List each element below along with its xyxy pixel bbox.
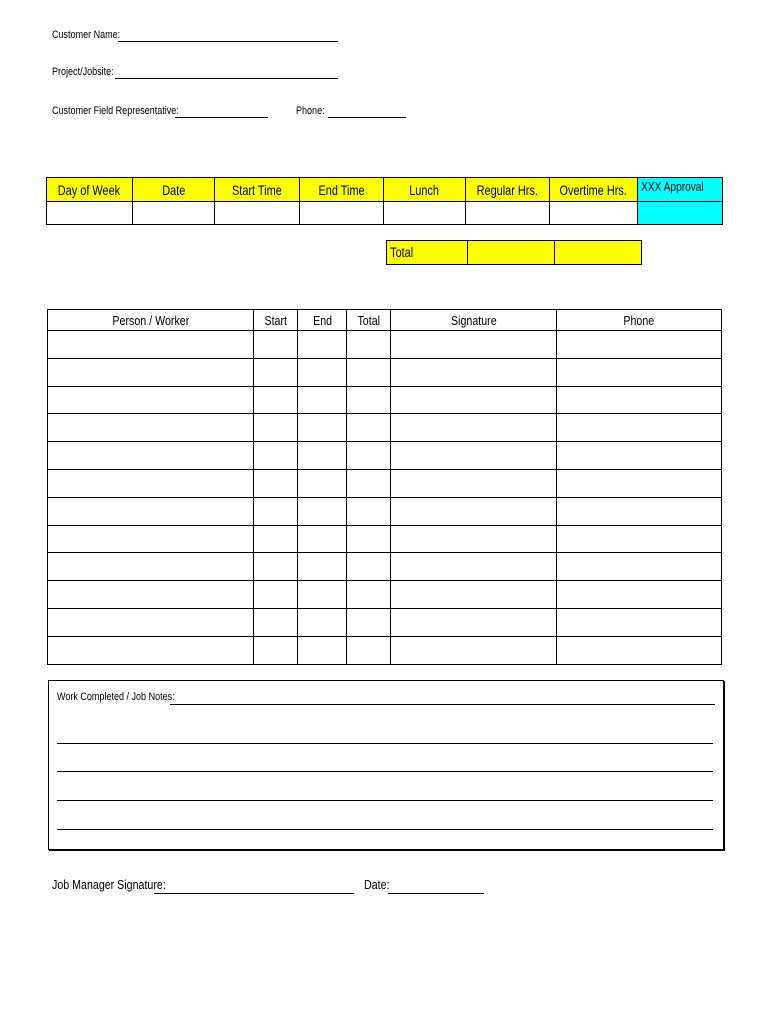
- field-rep-field[interactable]: [52, 104, 272, 120]
- col-start-time: Start Time: [214, 178, 299, 202]
- job-manager-signature-field[interactable]: [52, 878, 357, 896]
- crew-row: [48, 497, 722, 525]
- entry-date[interactable]: [132, 202, 214, 225]
- crew-cell-end[interactable]: [298, 331, 347, 359]
- col-lunch: Lunch: [383, 178, 465, 202]
- crew-cell-total[interactable]: [347, 525, 391, 553]
- job-notes-line[interactable]: [57, 771, 713, 772]
- crew-cell-signature[interactable]: [391, 442, 556, 470]
- entry-start-time[interactable]: [214, 202, 299, 225]
- crew-row: [48, 581, 722, 609]
- crew-row: [48, 442, 722, 470]
- crew-cell-start[interactable]: [254, 608, 298, 636]
- crew-cell-signature[interactable]: [391, 386, 556, 414]
- time-table-entry-row: [47, 202, 723, 225]
- crew-cell-start[interactable]: [254, 414, 298, 442]
- col-approval: XXX Approval: [637, 178, 722, 202]
- phone-label: Phone:: [296, 105, 325, 117]
- crew-cell-phone[interactable]: [556, 525, 721, 553]
- crew-cell-person-worker[interactable]: [48, 497, 254, 525]
- crew-cell-end[interactable]: [298, 442, 347, 470]
- crew-cell-phone[interactable]: [556, 386, 721, 414]
- crew-cell-start[interactable]: [254, 442, 298, 470]
- crew-cell-total[interactable]: [347, 608, 391, 636]
- crew-cell-start[interactable]: [254, 636, 298, 664]
- total-overtime-hrs[interactable]: [554, 241, 641, 265]
- crew-row: [48, 525, 722, 553]
- col-start: Start: [254, 310, 298, 331]
- crew-cell-total[interactable]: [347, 553, 391, 581]
- crew-cell-total[interactable]: [347, 636, 391, 664]
- crew-cell-start[interactable]: [254, 553, 298, 581]
- crew-cell-total[interactable]: [347, 469, 391, 497]
- crew-cell-phone[interactable]: [556, 331, 721, 359]
- crew-cell-signature[interactable]: [391, 581, 556, 609]
- crew-cell-end[interactable]: [298, 636, 347, 664]
- time-table-header-row: [47, 178, 723, 202]
- crew-cell-phone[interactable]: [556, 469, 721, 497]
- field-rep-label: Customer Field Representative:: [52, 105, 179, 117]
- total-label: Total: [390, 243, 414, 260]
- crew-cell-total[interactable]: [347, 442, 391, 470]
- total-regular-hrs[interactable]: [467, 241, 554, 265]
- entry-end-time[interactable]: [299, 202, 383, 225]
- crew-row: [48, 608, 722, 636]
- crew-row: [48, 358, 722, 386]
- crew-cell-signature[interactable]: [391, 414, 556, 442]
- job-notes-box[interactable]: [48, 680, 724, 850]
- crew-cell-signature[interactable]: [391, 553, 556, 581]
- crew-cell-signature[interactable]: [391, 636, 556, 664]
- crew-cell-phone[interactable]: [556, 553, 721, 581]
- crew-cell-start[interactable]: [254, 386, 298, 414]
- total-label-cell: [387, 241, 468, 265]
- crew-cell-end[interactable]: [298, 414, 347, 442]
- col-person-worker: Person / Worker: [48, 310, 254, 331]
- crew-row: [48, 414, 722, 442]
- total-row: [387, 241, 642, 265]
- crew-cell-person-worker[interactable]: [48, 636, 254, 664]
- date-field[interactable]: [364, 878, 486, 896]
- time-table: [46, 177, 723, 225]
- col-signature: Signature: [391, 310, 556, 331]
- project-jobsite-field[interactable]: [52, 65, 342, 81]
- crew-cell-signature[interactable]: [391, 358, 556, 386]
- crew-cell-signature[interactable]: [391, 608, 556, 636]
- customer-name-field[interactable]: [52, 28, 342, 44]
- crew-cell-person-worker[interactable]: [48, 525, 254, 553]
- crew-cell-start[interactable]: [254, 497, 298, 525]
- job-notes-line[interactable]: [57, 829, 713, 830]
- crew-cell-signature[interactable]: [391, 525, 556, 553]
- crew-cell-start[interactable]: [254, 469, 298, 497]
- col-end: End: [298, 310, 347, 331]
- customer-name-line[interactable]: [118, 41, 338, 42]
- crew-cell-phone[interactable]: [556, 608, 721, 636]
- date-line[interactable]: [388, 893, 484, 894]
- crew-row: [48, 636, 722, 664]
- entry-lunch[interactable]: [383, 202, 465, 225]
- crew-cell-end[interactable]: [298, 358, 347, 386]
- crew-cell-signature[interactable]: [391, 331, 556, 359]
- col-end-time: End Time: [299, 178, 383, 202]
- col-date: Date: [132, 178, 214, 202]
- crew-cell-start[interactable]: [254, 581, 298, 609]
- job-notes-line[interactable]: [170, 704, 715, 705]
- entry-approval[interactable]: [637, 202, 722, 225]
- crew-cell-total[interactable]: [347, 414, 391, 442]
- job-notes-first-line[interactable]: [57, 689, 715, 705]
- col-day-of-week: Day of Week: [47, 178, 133, 202]
- entry-overtime-hrs[interactable]: [550, 202, 637, 225]
- crew-cell-person-worker[interactable]: [48, 358, 254, 386]
- job-notes-line[interactable]: [57, 800, 713, 801]
- crew-cell-phone[interactable]: [556, 581, 721, 609]
- crew-row: [48, 469, 722, 497]
- col-phone: Phone: [556, 310, 721, 331]
- crew-cell-person-worker[interactable]: [48, 469, 254, 497]
- col-overtime-hrs: Overtime Hrs.: [550, 178, 637, 202]
- job-manager-signature-label: Job Manager Signature:: [52, 877, 166, 892]
- col-regular-hrs: Regular Hrs.: [465, 178, 550, 202]
- crew-table: [47, 309, 722, 665]
- col-total: Total: [347, 310, 391, 331]
- crew-cell-person-worker[interactable]: [48, 608, 254, 636]
- crew-cell-person-worker[interactable]: [48, 581, 254, 609]
- crew-cell-phone[interactable]: [556, 414, 721, 442]
- crew-table-body: [48, 331, 722, 665]
- crew-cell-total[interactable]: [347, 497, 391, 525]
- crew-cell-start[interactable]: [254, 358, 298, 386]
- job-notes-line[interactable]: [57, 743, 713, 744]
- crew-row: [48, 386, 722, 414]
- job-notes-label: Work Completed / Job Notes:: [57, 691, 175, 703]
- project-jobsite-line[interactable]: [115, 78, 338, 79]
- crew-cell-person-worker[interactable]: [48, 553, 254, 581]
- crew-cell-phone[interactable]: [556, 442, 721, 470]
- crew-cell-end[interactable]: [298, 386, 347, 414]
- phone-field[interactable]: [296, 104, 411, 120]
- crew-cell-end[interactable]: [298, 469, 347, 497]
- crew-cell-start[interactable]: [254, 525, 298, 553]
- crew-cell-phone[interactable]: [556, 497, 721, 525]
- crew-cell-total[interactable]: [347, 581, 391, 609]
- crew-cell-start[interactable]: [254, 331, 298, 359]
- crew-cell-person-worker[interactable]: [48, 331, 254, 359]
- phone-line[interactable]: [328, 117, 406, 118]
- field-rep-line[interactable]: [175, 117, 268, 118]
- crew-cell-person-worker[interactable]: [48, 442, 254, 470]
- crew-cell-phone[interactable]: [556, 358, 721, 386]
- crew-cell-signature[interactable]: [391, 469, 556, 497]
- crew-cell-end[interactable]: [298, 497, 347, 525]
- project-jobsite-label: Project/Jobsite:: [52, 66, 114, 78]
- crew-cell-signature[interactable]: [391, 497, 556, 525]
- crew-cell-total[interactable]: [347, 358, 391, 386]
- total-table: [386, 240, 642, 265]
- crew-cell-phone[interactable]: [556, 636, 721, 664]
- job-manager-signature-line[interactable]: [154, 893, 354, 894]
- entry-regular-hrs[interactable]: [465, 202, 550, 225]
- customer-name-label: Customer Name:: [52, 29, 121, 41]
- entry-day-of-week[interactable]: [47, 202, 133, 225]
- date-label: Date:: [364, 877, 390, 892]
- crew-cell-person-worker[interactable]: [48, 386, 254, 414]
- crew-cell-total[interactable]: [347, 331, 391, 359]
- crew-cell-end[interactable]: [298, 553, 347, 581]
- crew-cell-total[interactable]: [347, 386, 391, 414]
- crew-cell-end[interactable]: [298, 581, 347, 609]
- crew-cell-end[interactable]: [298, 525, 347, 553]
- crew-row: [48, 331, 722, 359]
- crew-cell-person-worker[interactable]: [48, 414, 254, 442]
- crew-row: [48, 553, 722, 581]
- crew-cell-end[interactable]: [298, 608, 347, 636]
- crew-table-header-row: [48, 310, 722, 331]
